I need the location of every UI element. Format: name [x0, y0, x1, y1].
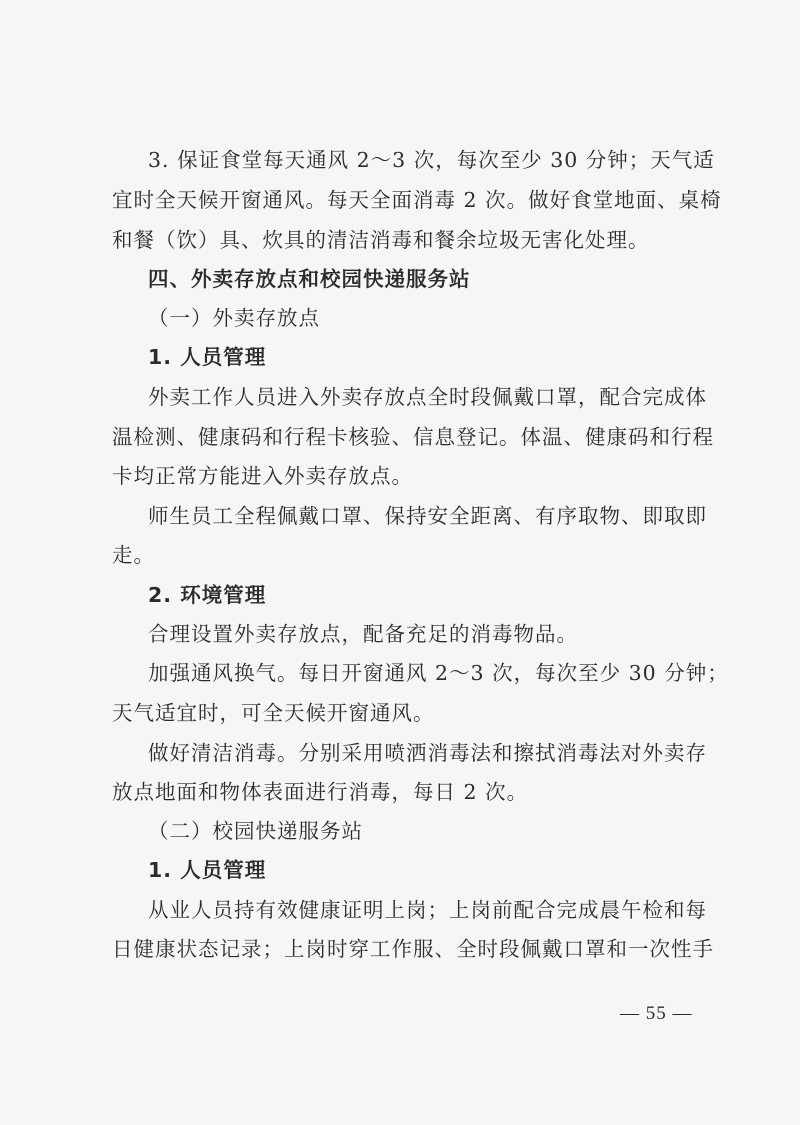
paragraph-line: 卡均正常方能进入外卖存放点。 — [112, 464, 413, 488]
paragraph-line: 合理设置外卖存放点，配备充足的消毒物品。 — [148, 622, 578, 646]
paragraph-line: 温检测、健康码和行程卡核验、信息登记。体温、健康码和行程 — [112, 425, 714, 449]
item-heading: 1. 人员管理 — [148, 858, 267, 882]
paragraph-line: 和餐（饮）具、炊具的清洁消毒和餐余垃圾无害化处理。 — [112, 228, 650, 252]
item-heading: 1. 人员管理 — [148, 345, 267, 369]
page-number: — 55 — — [620, 1003, 693, 1024]
paragraph-line: 放点地面和物体表面进行消毒，每日 2 次。 — [112, 780, 529, 804]
paragraph-line: 天气适宜时，可全天候开窗通风。 — [112, 701, 435, 725]
paragraph-line: 走。 — [112, 543, 155, 567]
section-heading: 四、外卖存放点和校园快递服务站 — [148, 267, 471, 291]
subsection-heading: （二）校园快递服务站 — [148, 819, 363, 843]
paragraph-line: 宜时全天候开窗通风。每天全面消毒 2 次。做好食堂地面、桌椅 — [112, 188, 722, 212]
paragraph-line: 3. 保证食堂每天通风 2～3 次，每次至少 30 分钟；天气适 — [148, 148, 715, 172]
item-heading: 2. 环境管理 — [148, 583, 267, 607]
paragraph-line: 外卖工作人员进入外卖存放点全时段佩戴口罩，配合完成体 — [148, 385, 707, 409]
paragraph-line: 加强通风换气。每日开窗通风 2～3 次，每次至少 30 分钟； — [148, 661, 729, 685]
subsection-heading: （一）外卖存放点 — [148, 306, 320, 330]
paragraph-line: 日健康状态记录；上岗时穿工作服、全时段佩戴口罩和一次性手 — [112, 937, 714, 961]
paragraph-line: 做好清洁消毒。分别采用喷洒消毒法和擦拭消毒法对外卖存 — [148, 741, 707, 765]
paragraph-line: 师生员工全程佩戴口罩、保持安全距离、有序取物、即取即 — [148, 504, 707, 528]
paragraph-line: 从业人员持有效健康证明上岗；上岗前配合完成晨午检和每 — [148, 898, 707, 922]
